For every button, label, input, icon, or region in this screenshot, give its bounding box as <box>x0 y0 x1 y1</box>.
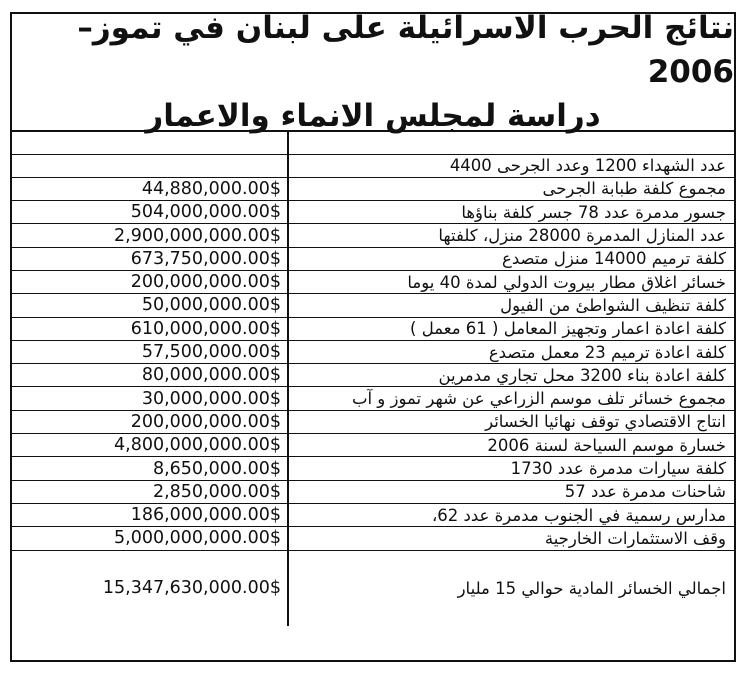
label-cell: كلفة سيارات مدمرة عدد 1730 <box>288 457 734 480</box>
amount-cell: 2,900,000,000.00$ <box>12 224 288 247</box>
table-row <box>12 387 734 410</box>
label-cell: انتاج الاقتصادي توقف نهائيا الخسائر <box>288 410 734 433</box>
label-cell: جسور مدمرة عدد 78 جسر كلفة بناؤها <box>288 201 734 224</box>
label-cell: مجموع كلفة طبابة الجرحى <box>288 177 734 200</box>
table-row <box>12 434 734 457</box>
table-row <box>12 410 734 433</box>
amount-cell: 80,000,000.00$ <box>12 364 288 387</box>
table-row <box>12 201 734 224</box>
amount-cell: 2,850,000.00$ <box>12 480 288 503</box>
table-row <box>12 177 734 200</box>
total-label: اجمالي الخسائر المادية حوالي 15 مليار <box>457 578 726 598</box>
table-row <box>12 340 734 363</box>
label-cell: خسارة موسم السياحة لسنة 2006 <box>288 434 734 457</box>
table-row <box>12 154 734 177</box>
table-row <box>12 247 734 270</box>
label-cell: كلفة اعادة اعمار وتجهيز المعامل ( 61 معمل ) <box>288 317 734 340</box>
amount-cell: 186,000,000.00$ <box>12 503 288 526</box>
amount-cell: 44,880,000.00$ <box>12 177 288 200</box>
amount-cell: 200,000,000.00$ <box>12 270 288 293</box>
title-line-2: دراسة لمجلس الانماء والاعمار <box>145 98 601 134</box>
losses-table <box>12 132 734 626</box>
label-cell: كلفة اعادة ترميم 23 معمل متصدع <box>288 340 734 363</box>
amount-cell: 200,000,000.00$ <box>12 410 288 433</box>
label-cell: مدارس رسمية في الجنوب مدمرة عدد 62، <box>288 503 734 526</box>
label-cell: كلفة اعادة بناء 3200 محل تجاري مدمرين <box>288 364 734 387</box>
table-row <box>12 364 734 387</box>
amount-cell: 673,750,000.00$ <box>12 247 288 270</box>
amount-cell <box>12 154 288 177</box>
table-row <box>12 503 734 526</box>
label-cell: كلفة ترميم 14000 منزل متصدع <box>288 247 734 270</box>
label-cell: خسائر اغلاق مطار بيروت الدولي لمدة 40 يوما <box>288 270 734 293</box>
label-cell: وقف الاستثمارات الخارجية <box>288 527 734 550</box>
amount-cell: 610,000,000.00$ <box>12 317 288 340</box>
amount-cell: 5,000,000,000.00$ <box>12 527 288 550</box>
total-row <box>12 550 734 626</box>
amount-cell: 50,000,000.00$ <box>12 294 288 317</box>
label-cell: عدد المنازل المدمرة 28000 منزل، كلفتها <box>288 224 734 247</box>
table-row <box>12 294 734 317</box>
title-line-1: نتائج الحرب الاسرائيلة على لبنان في تموز– 2006 <box>77 10 734 90</box>
amount-cell: 8,650,000.00$ <box>12 457 288 480</box>
document-frame <box>10 12 736 662</box>
amount-cell: 4,800,000,000.00$ <box>12 434 288 457</box>
label-cell: شاحنات مدمرة عدد 57 <box>288 480 734 503</box>
table-row <box>12 224 734 247</box>
amount-cell: 504,000,000.00$ <box>12 201 288 224</box>
label-cell: عدد الشهداء 1200 وعدد الجرحى 4400 <box>288 154 734 177</box>
table-row <box>12 480 734 503</box>
amount-cell: 57,500,000.00$ <box>12 340 288 363</box>
amount-cell: 30,000,000.00$ <box>12 387 288 410</box>
table-row <box>12 317 734 340</box>
label-cell: مجموع خسائر تلف موسم الزراعي عن شهر تموز و آب <box>288 387 734 410</box>
label-cell: كلفة تنظيف الشواطئ من الفيول <box>288 294 734 317</box>
table-row <box>12 270 734 293</box>
document-header <box>12 10 734 134</box>
table-row <box>12 457 734 480</box>
total-amount: 15,347,630,000.00$ <box>12 550 288 626</box>
table-row <box>12 527 734 550</box>
